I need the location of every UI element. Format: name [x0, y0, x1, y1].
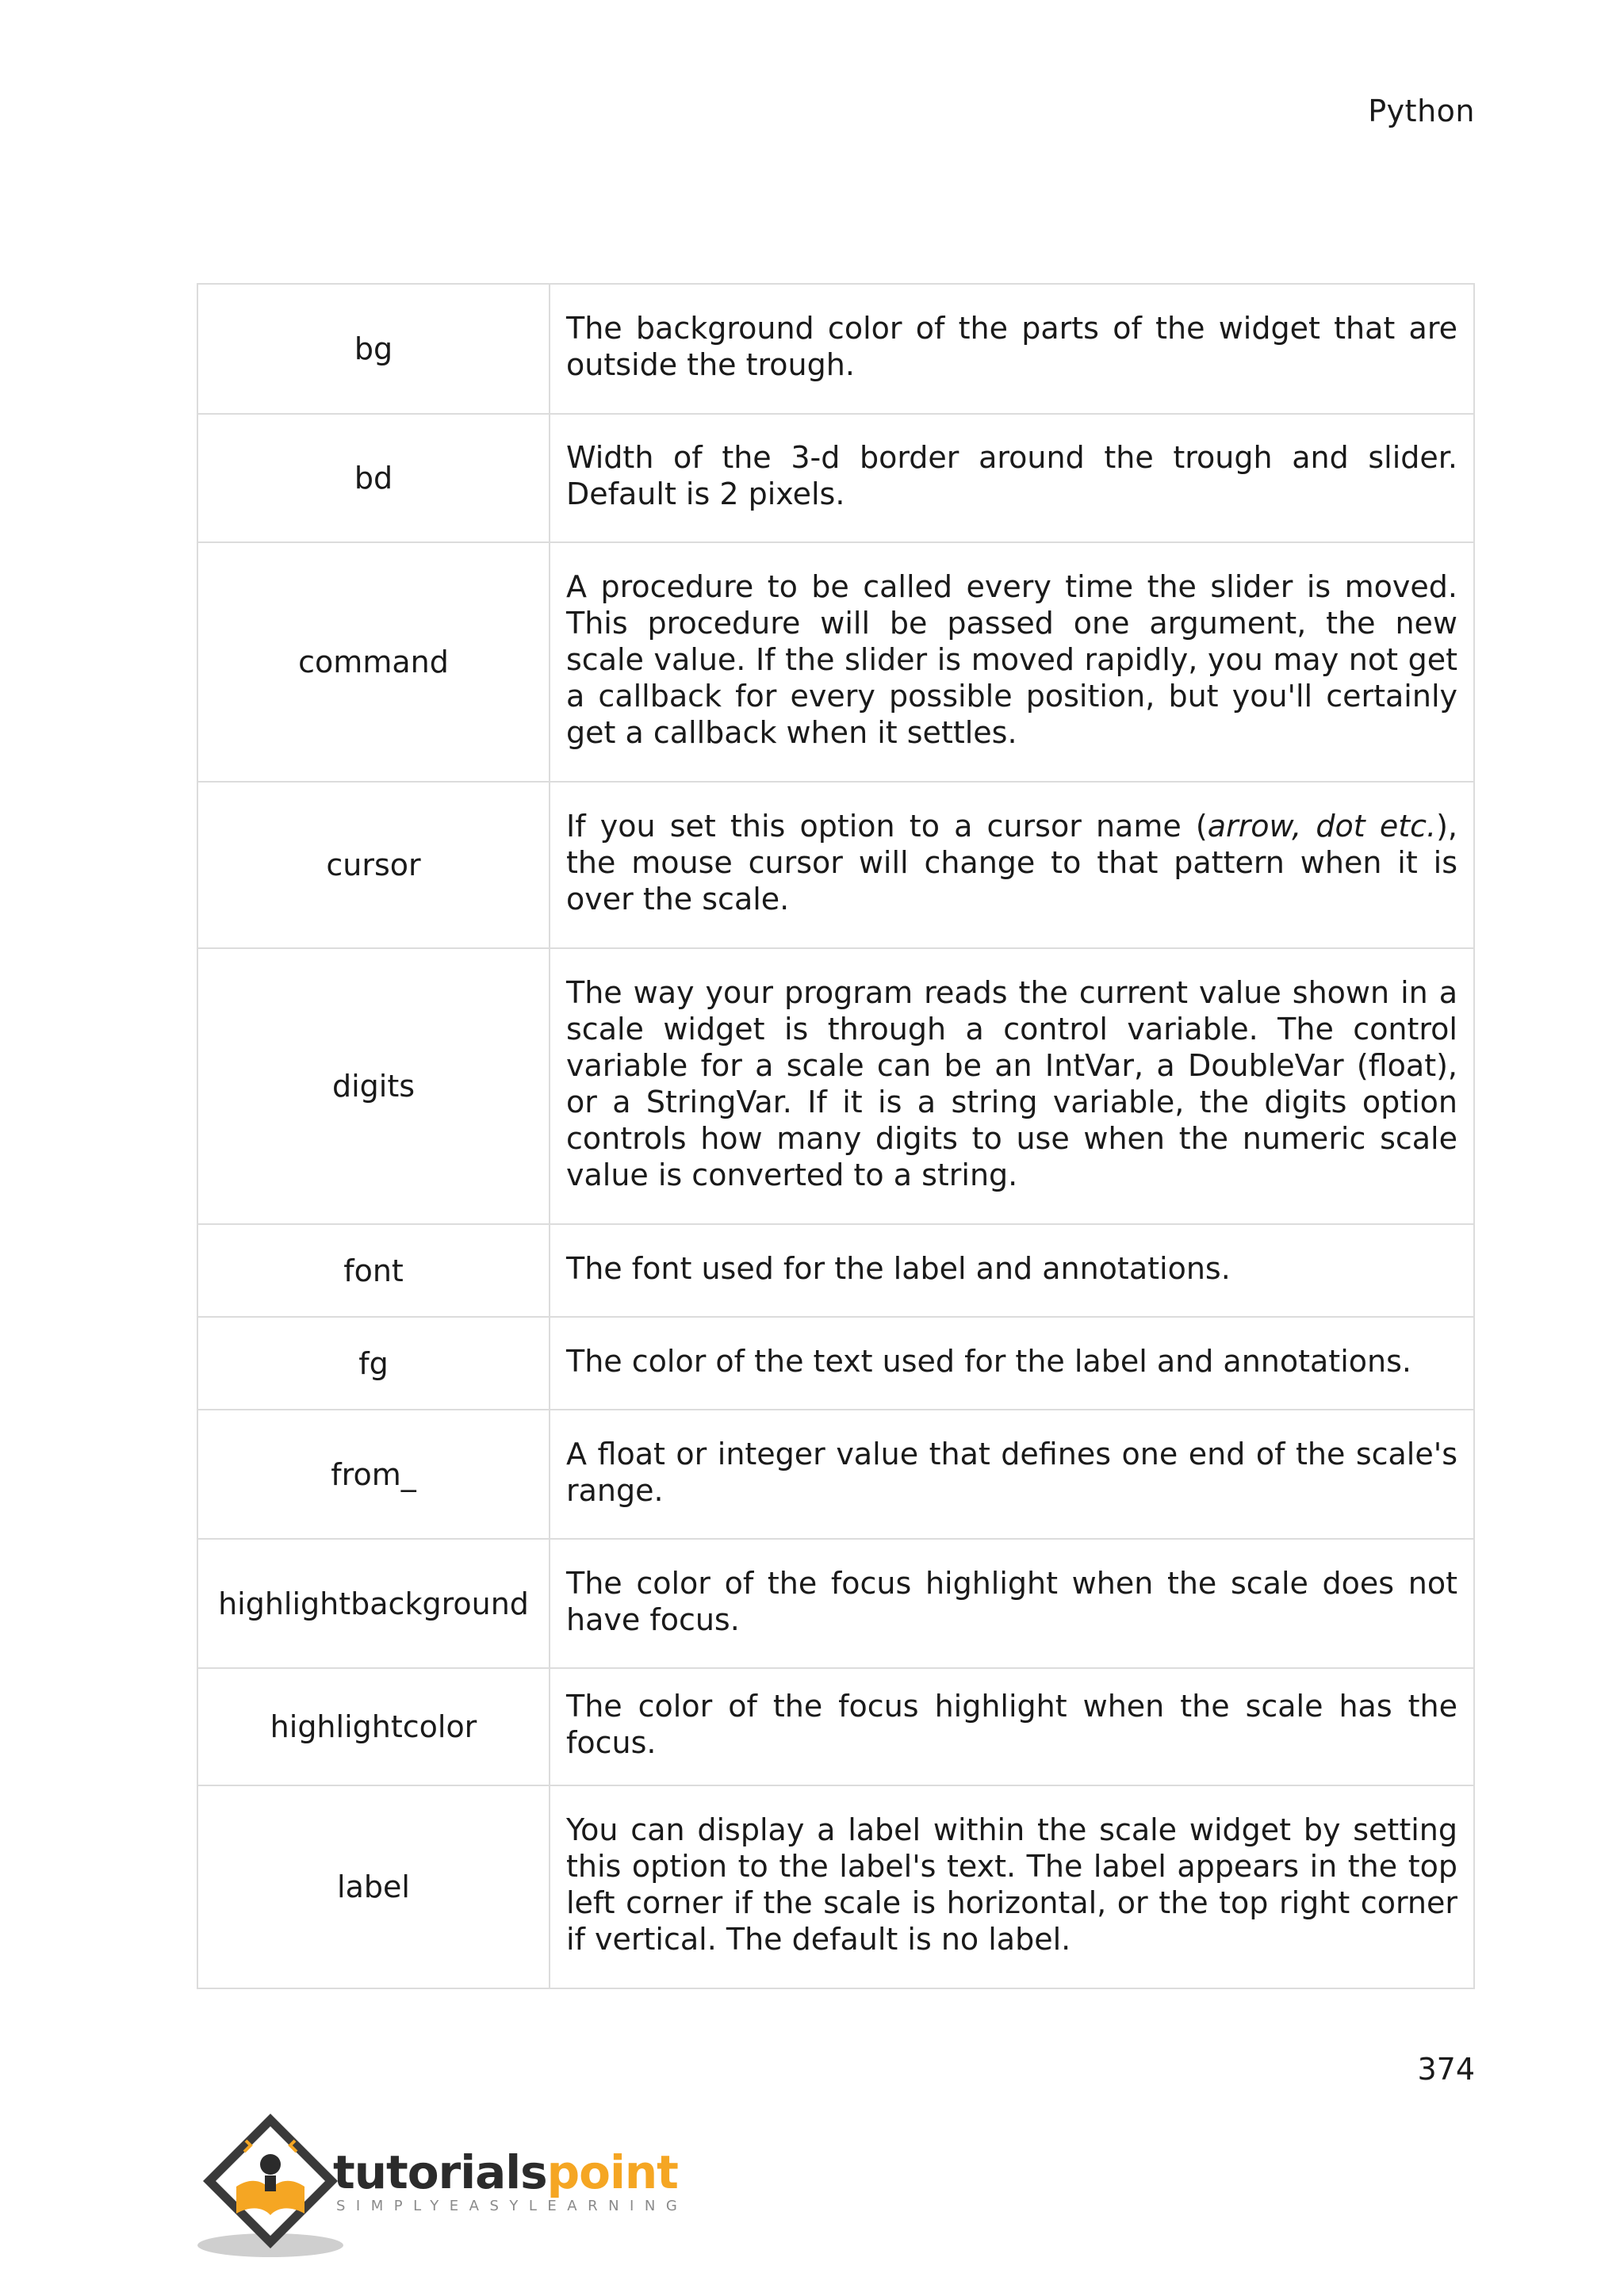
option-name: label [197, 1785, 550, 1988]
logo-tagline: SIMPLYEASYLEARNING [336, 2198, 687, 2214]
description-text: The color of the focus highlight when the scale has the focus. [566, 1689, 1457, 1760]
table-row [197, 1224, 1474, 1317]
option-name: font [197, 1224, 550, 1317]
option-name: highlightbackground [197, 1539, 550, 1668]
description-italic-text: arrow, dot etc. [1207, 809, 1437, 844]
description-text: A procedure to be called every time the slider is moved. This procedure will be passed one argument, the new scale value. If the slider is moved rapidly, you may not get a callback for every possible position, but you'll certainly get a callback when it settles. [566, 569, 1457, 750]
option-description [550, 1785, 1474, 1988]
description-text: ), the mouse cursor will change to that pattern when it is over the scale. [566, 809, 1457, 916]
table-row [197, 948, 1474, 1224]
page-number: 374 [1417, 2052, 1475, 2087]
option-description [550, 1668, 1474, 1785]
option-name: cursor [197, 782, 550, 948]
description-text: Width of the 3-d border around the trough and slider. Default is 2 pixels. [566, 440, 1457, 511]
option-description [550, 414, 1474, 542]
svg-text:tutorialspoint [333, 2145, 678, 2199]
option-name: from_ [197, 1410, 550, 1539]
description-text: The way your program reads the current value shown in a scale widget is through a control variable. The control variable for a scale can be an IntVar, a DoubleVar (float), or a StringVar. If it is a string variable, the digits option controls how many digits to use when the numeric scale value is converted to a string. [566, 975, 1457, 1192]
logo-word-point: point [546, 2145, 678, 2199]
table-row [197, 414, 1474, 542]
logo-word-tutorials: tutorials [333, 2145, 547, 2199]
option-description [550, 782, 1474, 948]
option-description [550, 542, 1474, 782]
option-description [550, 1317, 1474, 1410]
learner-head-icon [260, 2154, 281, 2175]
tutorialspoint-logo [195, 2109, 687, 2260]
description-text: The font used for the label and annotations. [566, 1250, 1231, 1286]
option-name: command [197, 542, 550, 782]
option-name: digits [197, 948, 550, 1224]
option-name: highlightcolor [197, 1668, 550, 1785]
description-text: The color of the text used for the label and annotations. [566, 1343, 1411, 1379]
table-row [197, 1317, 1474, 1410]
option-description [550, 1410, 1474, 1539]
options-table-body [197, 284, 1474, 1988]
table-row [197, 284, 1474, 414]
option-description [550, 284, 1474, 414]
table-row [197, 542, 1474, 782]
table-row [197, 1539, 1474, 1668]
description-text: You can display a label within the scale widget by setting this option to the label's text. The label appears in the top left corner if the scale is horizontal, or the top right corner if vertical. The default is no label. [566, 1812, 1457, 1957]
table-row [197, 1785, 1474, 1988]
option-name: bd [197, 414, 550, 542]
description-text: The color of the focus highlight when the scale does not have focus. [566, 1565, 1457, 1637]
option-name: fg [197, 1317, 550, 1410]
options-table [197, 283, 1475, 1989]
header-title: Python [1368, 94, 1475, 128]
option-name: bg [197, 284, 550, 414]
option-description [550, 1224, 1474, 1317]
logo-graphic [195, 2109, 687, 2260]
description-text: If you set this option to a cursor name ( [566, 809, 1208, 844]
option-description [550, 948, 1474, 1224]
table-row [197, 782, 1474, 948]
description-text: A float or integer value that defines one end of the scale's range. [566, 1436, 1457, 1508]
learner-body-icon [265, 2175, 276, 2191]
table-row [197, 1668, 1474, 1785]
table-row [197, 1410, 1474, 1539]
option-description [550, 1539, 1474, 1668]
description-text: The background color of the parts of the widget that are outside the trough. [566, 311, 1457, 382]
